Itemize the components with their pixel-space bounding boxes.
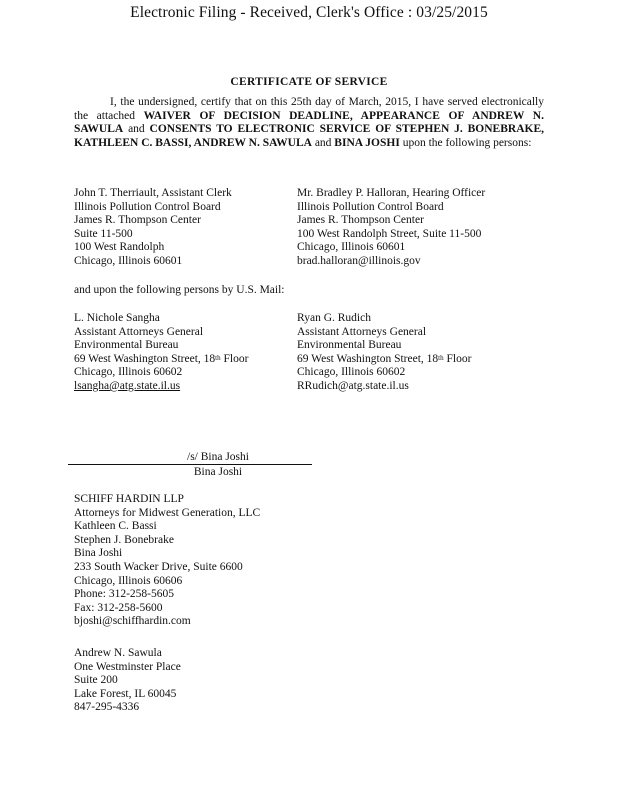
ordinal-suffix: th [438,353,444,362]
recipient-block-sangha [74,312,248,394]
firm-line: 233 South Wacker Drive, Suite 6600 [74,560,243,573]
street-text: Floor [220,352,249,365]
firm-name: SCHIFF HARDIN LLP [74,493,184,505]
street-text: Floor [443,352,472,365]
intro-text: and [123,123,150,135]
contact-line: Suite 200 [74,674,118,687]
recipient-name: Ryan G. Rudich [297,312,371,324]
street-text: 69 West Washington Street, 18 [74,352,216,365]
address-line: Suite 11-500 [74,227,133,240]
certification-paragraph [74,96,544,150]
firm-line: Attorneys for Midwest Generation, LLC [74,506,261,519]
recipient-city: Chicago, Illinois 60602 [74,366,183,379]
intro-bold-consents: CONSENTS TO ELECTRONIC SERVICE OF STEPHEN J. BONEBRAKE, KATHLEEN C. BASSI, ANDREW N. SAWULA [74,123,544,149]
recipient-title: Assistant Attorneys General [74,325,204,338]
signature-line [68,464,312,465]
filing-banner: Electronic Filing - Received, Clerk's Office : 03/25/2015 [130,4,488,21]
firm-line: Kathleen C. Bassi [74,520,157,533]
recipient-bureau: Environmental Bureau [74,339,179,352]
firm-contact-block [74,493,260,629]
firm-email: bjoshi@schiffhardin.com [74,615,191,628]
address-line: brad.halloran@illinois.gov [297,254,421,267]
firm-line: Chicago, Illinois 60606 [74,574,183,587]
address-line: John T. Therriault, Assistant Clerk [74,187,232,199]
recipient-block-hearing-officer [297,187,485,269]
address-line: Chicago, Illinois 60601 [297,241,406,254]
recipient-city: Chicago, Illinois 60602 [297,366,406,379]
address-line: 100 West Randolph Street, Suite 11-500 [297,227,482,240]
firm-fax: Fax: 312-258-5600 [74,601,163,614]
recipient-street [297,353,471,367]
recipient-street [74,353,248,367]
intro-bold-documents: WAIVER OF DECISION DEADLINE, APPEARANCE OF ANDREW N. SAWULA [74,109,544,135]
recipient-name: L. Nichole Sangha [74,312,160,324]
signer-printed-name: Bina Joshi [193,466,243,478]
intro-text: I, the undersigned, certify that on this 25th day of March, 2015, I have served electronically the attached [74,96,544,122]
contact-line: One Westminster Place [74,660,181,673]
electronic-signature: /s/ Bina Joshi [187,451,249,463]
recipient-block-rudich [297,312,471,394]
address-line: Illinois Pollution Control Board [74,200,221,213]
firm-line: Bina Joshi [74,547,123,560]
address-line: Illinois Pollution Control Board [297,200,444,213]
recipient-bureau: Environmental Bureau [297,339,402,352]
intro-bold-name: BINA JOSHI [334,136,400,149]
document-title: CERTIFICATE OF SERVICE [230,76,388,88]
address-line: James R. Thompson Center [74,214,201,227]
contact-line: Lake Forest, IL 60045 [74,687,177,700]
recipient-email: RRudich@atg.state.il.us [297,379,409,392]
address-line: Chicago, Illinois 60601 [74,254,183,267]
address-line: Mr. Bradley P. Halloran, Hearing Officer [297,187,486,199]
recipient-email-link[interactable]: lsangha@atg.state.il.us [74,379,181,392]
mail-service-intro: and upon the following persons by U.S. Mail: [74,284,285,296]
street-text: 69 West Washington Street, 18 [297,352,439,365]
intro-text: upon the following persons: [399,136,532,149]
sawula-contact-block [74,647,181,715]
firm-phone: Phone: 312-258-5605 [74,588,174,601]
recipient-title: Assistant Attorneys General [297,325,427,338]
ordinal-suffix: th [215,353,221,362]
contact-phone: 847-295-4336 [74,701,140,714]
contact-name: Andrew N. Sawula [74,647,162,659]
address-line: James R. Thompson Center [297,214,424,227]
address-line: 100 West Randolph [74,241,165,254]
recipient-block-clerk [74,187,232,269]
intro-text: and [311,136,335,149]
firm-line: Stephen J. Bonebrake [74,533,174,546]
